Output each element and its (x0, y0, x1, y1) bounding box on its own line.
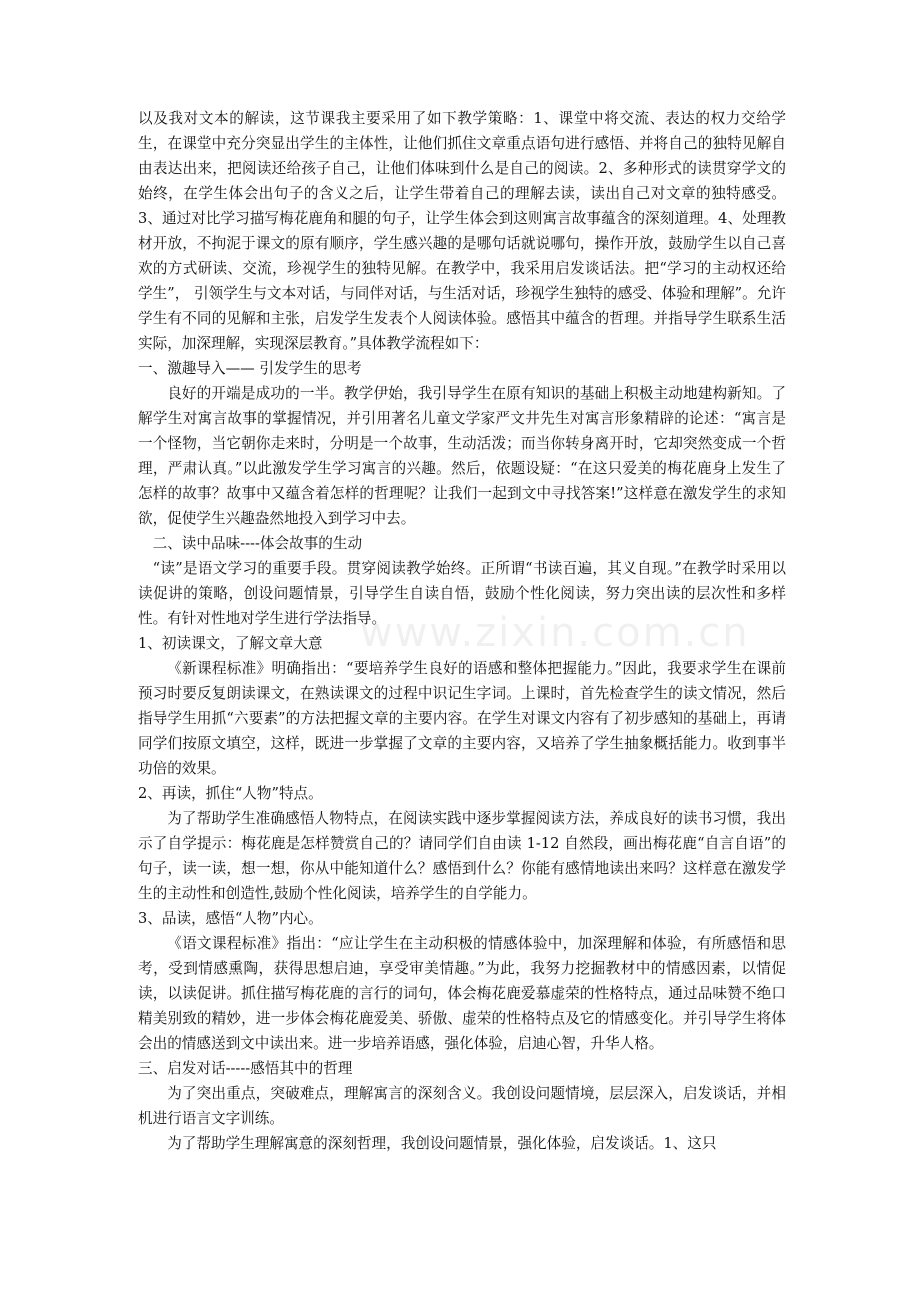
paragraph-teaching-strategies: 以及我对文本的解读，这节课我主要采用了如下教学策略：1、课堂中将交流、表达的权力交给学生，在课堂中充分突显出学生的主体性，让他们抓住文章重点语句进行感悟、并将自己的独特见解自由表达出来，把阅读还给孩子自己，让他们体味到什么是自己的阅读。2、多种形式的读贯穿学文的始终，在学生体会出句子的含义之后，让学生带着自己的理解去读，读出自己对文章的独特感受。3、通过对比学习描写梅花鹿角和腿的句子，让学生体会到这则寓言故事蕴含的深刻道理。4、处理教材开放，不拘泥于课文的原有顺序，学生感兴趣的是哪句话就说哪句，操作开放，鼓励学生以自己喜欢的方式研读、交流，珍视学生的独特见解。在教学中，我采用启发谈话法。把“学习的主动权还给学生”， 引领学生与文本对话，与同伴对话，与生活对话，珍视学生独特的感受、体验和理解”。允许学生有不同的见解和主张，启发学生发表个人阅读体验。感悟其中蕴含的哲理。并指导学生联系生活实际，加深理解，实现深层教育。”具体教学流程如下： (138, 110, 786, 352)
paragraph-section-2: “读”是语文学习的重要手段。贯穿阅读教学始终。正所谓“书读百遍，其义自现。”在教学时采用以读促讲的策略，创设问题情景，引导学生自读自悟，鼓励个性化阅读，努力突出读的层次性和多样性。有针对性地对学生进行学法指导。 (138, 560, 786, 627)
paragraph-second-reading: 为了帮助学生准确感悟人物特点，在阅读实践中逐步掌握阅读方法，养成良好的读书习惯，我出示了自学提示：梅花鹿是怎样赞赏自己的？请同学们自由读 1-12 自然段，画出梅花鹿“自言自语”的句子，读一读，想一想，你从中能知道什么？感悟到什么？你能有感情地读出来吗？这样意在激发学生的主动性和创造性,鼓励个性化阅读，培养学生的自学能力。 (138, 810, 786, 902)
paragraph-section-3a: 为了突出重点，突破难点，理解寓言的深刻含义。我创设问题情境，层层深入，启发谈话，并相机进行语言文字训练。 (138, 1085, 786, 1127)
paragraph-section-1: 良好的开端是成功的一半。教学伊始，我引导学生在原有知识的基础上积极主动地建构新知。了解学生对寓言故事的掌握情况，并引用著名儿童文学家严文井先生对寓言形象精辟的论述：“寓言是一个怪物，当它朝你走来时，分明是一个故事，生动活泼；而当你转身离开时，它却突然变成一个哲理，严肃认真。”以此激发学生学习寓言的兴趣。然后，依题设疑：“在这只爱美的梅花鹿身上发生了怎样的故事？故事中又蕴含着怎样的哲理呢？让我们一起到文中寻找答案!”这样意在激发学生的求知欲，促使学生兴趣盎然地投入到学习中去。 (138, 385, 786, 527)
heading-section-1: 一、激趣导入—— 引发学生的思考 (138, 360, 362, 377)
subheading-second-reading: 2、再读，抓住“人物”特点。 (138, 785, 323, 802)
watermark: www.zixin.com.cn (360, 610, 750, 656)
paragraph-third-reading: 《语文课程标准》指出：“应让学生在主动积极的情感体验中，加深理解和体验，有所感悟和思考，受到情感熏陶，获得思想启迪，享受审美情趣。”为此，我努力挖掘教材中的情感因素，以情促读，以读促讲。抓住描写梅花鹿的言行的词句，体会梅花鹿爱慕虚荣的性格特点，通过品味赞不绝口精美别致的精妙，进一步体会梅花鹿爱美、骄傲、虚荣的性格特点及它的情感变化。并引导学生将体会出的情感送到文中读出来。进一步培养语感，强化体验，启迪心智，升华人格。 (138, 935, 786, 1052)
heading-section-2: 二、读中品味----体会故事的生动 (152, 535, 363, 552)
paragraph-section-3b: 为了帮助学生理解寓意的深刻哲理，我创设问题情景，强化体验，启发谈话。1、这只 (167, 1135, 717, 1152)
subheading-third-reading: 3、品读，感悟“人物”内心。 (138, 910, 323, 927)
subheading-first-reading: 1、初读课文，了解文章大意 (138, 635, 323, 652)
heading-section-3: 三、启发对话-----感悟其中的哲理 (138, 1060, 353, 1077)
paragraph-first-reading: 《新课程标准》明确指出：“要培养学生良好的语感和整体把握能力。”因此，我要求学生在课前预习时要反复朗读课文，在熟读课文的过程中识记生字词。上课时，首先检查学生的读文情况，然后指导学生用抓“六要素”的方法把握文章的主要内容。在学生对课文内容有了初步感知的基础上，再请同学们按原文填空，这样，既进一步掌握了文章的主要内容，又培养了学生抽象概括能力。收到事半功倍的效果。 (138, 660, 786, 777)
document-body (138, 106, 786, 1156)
